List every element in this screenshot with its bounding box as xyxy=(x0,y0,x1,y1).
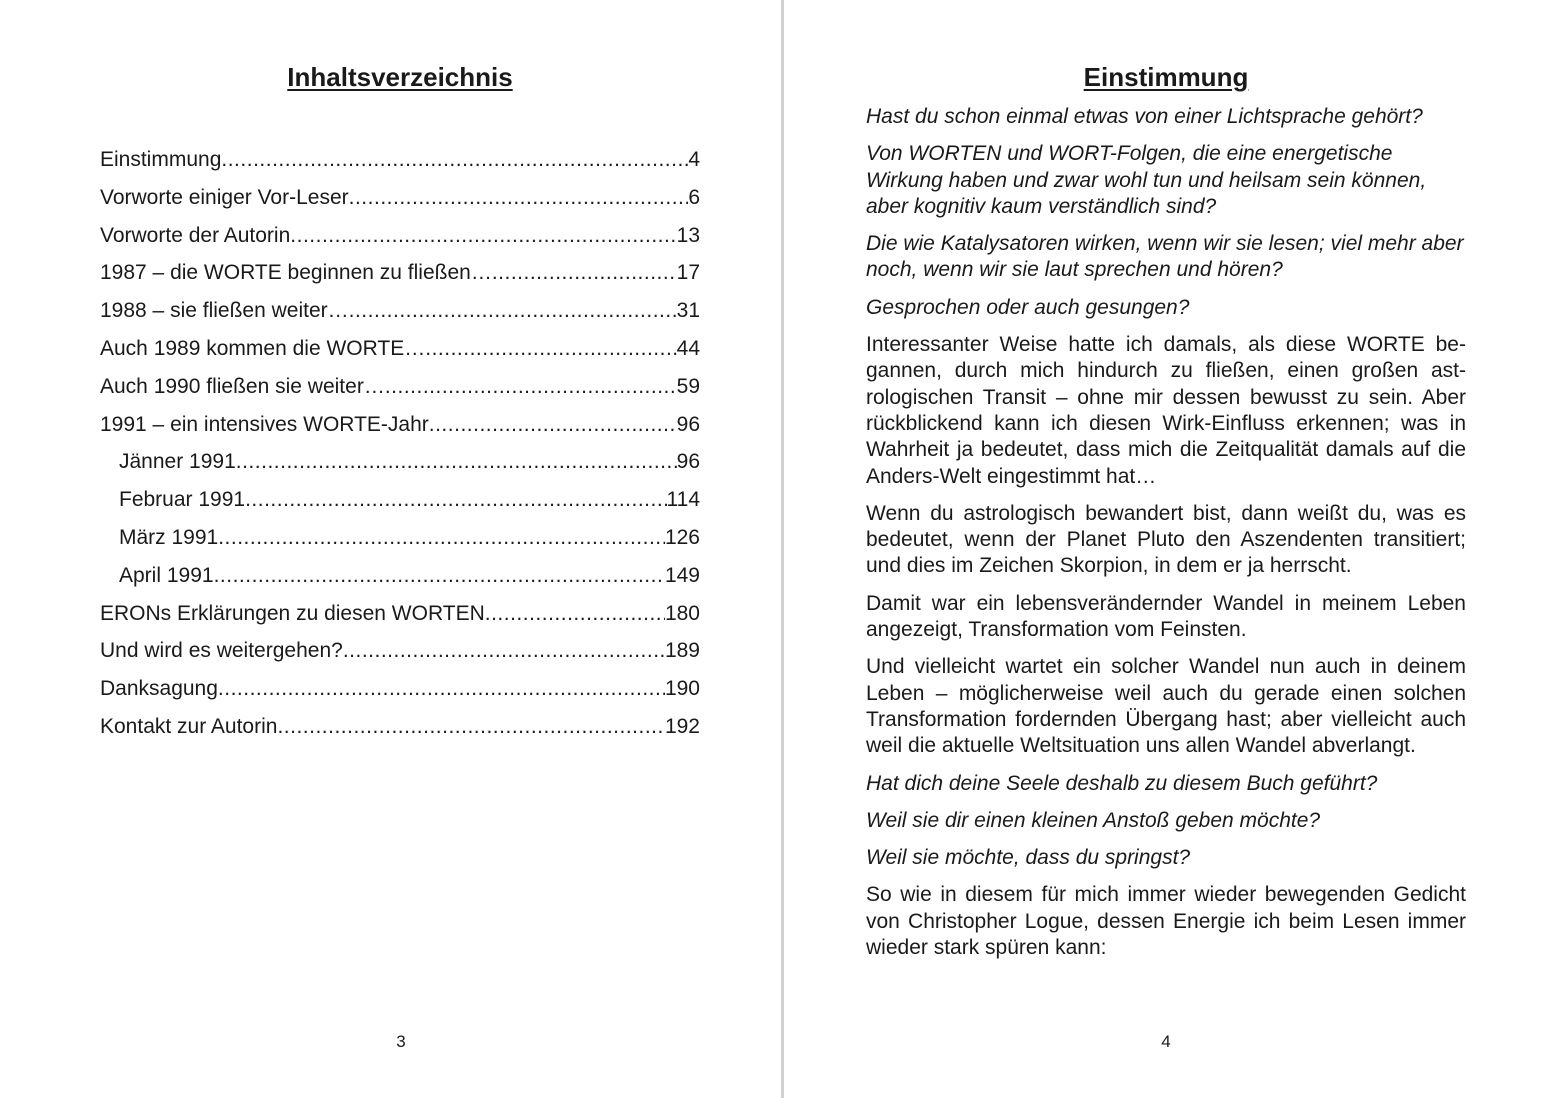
toc-entry-page: 44 xyxy=(676,336,700,360)
toc-dot-leader xyxy=(429,406,677,444)
toc-entry-title: Danksagung xyxy=(100,677,218,701)
toc-entry-title: Vorworte der Autorin xyxy=(100,223,291,247)
body-paragraph: Gesprochen oder auch gesungen? xyxy=(866,295,1190,319)
toc-entry-page: 6 xyxy=(688,185,700,209)
body-paragraph: Von WORTEN und WORT-Folgen, die eine energetische Wirkung haben und zwar wohl tun und heilsam sein können, aber kognitiv kaum verständlich sind? xyxy=(866,142,1427,218)
toc-entry[interactable] xyxy=(100,254,700,292)
toc-entry-title: 1987 – die WORTE beginnen zu fließen… xyxy=(100,261,492,285)
toc-entry-title: Kontakt zur Autorin xyxy=(100,714,278,738)
page-number-right: 4 xyxy=(1161,1032,1171,1051)
toc-entry-page: 31 xyxy=(676,299,700,323)
toc-entry-page: 96 xyxy=(676,450,700,474)
toc-entry[interactable] xyxy=(100,557,700,595)
toc-entry-page: 190 xyxy=(664,677,700,701)
toc-entry[interactable] xyxy=(100,595,700,633)
toc-entry-page: 114 xyxy=(666,488,700,512)
toc-entry-title: 1988 – sie fließen weiter… xyxy=(100,299,349,323)
toc-entry[interactable] xyxy=(100,632,700,670)
body-paragraph: Hat dich deine Seele deshalb zu diesem Buch geführt? xyxy=(866,771,1378,795)
toc-dot-leader xyxy=(236,443,677,481)
left-page xyxy=(0,0,781,1098)
chapter-body xyxy=(866,104,1466,972)
toc-dot-leader xyxy=(277,708,665,746)
toc-entry-page: 96 xyxy=(676,412,700,436)
toc-entry[interactable] xyxy=(100,141,700,179)
right-page xyxy=(784,0,1564,1098)
toc-entry-page: 180 xyxy=(664,601,700,625)
toc-entry[interactable] xyxy=(100,519,700,557)
toc-entry-title: ERONs Erklärungen zu diesen WORTEN xyxy=(100,601,485,625)
toc-entry-page: 13 xyxy=(676,223,700,247)
toc-entry[interactable] xyxy=(100,670,700,708)
toc-entry[interactable] xyxy=(100,443,700,481)
toc-dot-leader xyxy=(343,632,665,670)
toc-dot-leader xyxy=(349,292,677,330)
toc-entry-page: 189 xyxy=(664,639,700,663)
toc-entry-title: Vorworte einiger Vor-Leser xyxy=(100,185,349,209)
toc-entry-page: 17 xyxy=(676,261,700,285)
toc-dot-leader xyxy=(218,519,665,557)
toc-entry-title: Auch 1990 fließen sie weiter… xyxy=(100,374,385,398)
toc-entry-title: März 1991 xyxy=(119,525,219,549)
toc-entry-page: 59 xyxy=(676,374,700,398)
toc-entry-page: 192 xyxy=(664,714,700,738)
toc-entry-title: April 1991 xyxy=(119,563,214,587)
toc-entry[interactable] xyxy=(100,708,700,746)
toc-entry[interactable] xyxy=(100,179,700,217)
toc-dot-leader xyxy=(214,557,665,595)
toc-entry-title: Februar 1991 xyxy=(119,488,246,512)
toc-entry-title: Jänner 1991 xyxy=(119,450,236,474)
toc-entry[interactable] xyxy=(100,330,700,368)
toc-dot-leader xyxy=(290,217,676,255)
toc-dot-leader xyxy=(425,330,676,368)
body-paragraph: Weil sie dir einen kleinen Anstoß geben möchte? xyxy=(866,808,1321,832)
body-paragraph: Weil sie möchte, dass du springst? xyxy=(866,846,1191,870)
toc-entry-page: 126 xyxy=(664,525,700,549)
toc-entry-title: Einstimmung xyxy=(100,148,222,171)
body-paragraph: Die wie Katalysatoren wirken, wenn wir sie lesen; viel mehr aber noch, wenn wir sie laut sprechen und hören? xyxy=(866,232,1464,282)
body-paragraph: Und vielleicht wartet ein solcher Wandel nun auch in deinem Leben – möglicherweise weil auch du gerade einen solchen Transformation fordernden Übergang hast; aber vielleicht auch weil die aktuelle Weltsituation uns allen Wandel abverlangt. xyxy=(866,655,1466,758)
body-paragraph: Hast du schon einmal etwas von einer Lichtsprache gehört? xyxy=(866,105,1423,128)
toc-entry[interactable] xyxy=(100,481,700,519)
body-paragraph: Wenn du astrologisch bewandert bist, dann weißt du, was es bedeutet, wenn der Planet Pluto den Aszendenten transitiert; und dies im Zeichen Skorpion, in dem er ja herrscht. xyxy=(866,501,1466,578)
toc-entry[interactable] xyxy=(100,368,700,406)
toc-heading: Inhaltsverzeichnis xyxy=(287,62,513,92)
toc-entry[interactable] xyxy=(100,292,700,330)
toc-dot-leader xyxy=(492,254,677,292)
toc-dot-leader xyxy=(218,670,665,708)
body-paragraph: So wie in diesem für mich immer wieder bewegenden Gedicht von Christopher Logue, dessen Energie ich beim Lesen immer wieder stark spüren kann: xyxy=(866,883,1466,960)
body-paragraph: Damit war ein lebensverändernder Wandel in meinem Leben angezeigt, Transformation vom Feinsten. xyxy=(866,591,1466,642)
toc-entry-title: Und wird es weitergehen? xyxy=(100,639,343,663)
chapter-heading: Einstimmung xyxy=(1083,62,1249,92)
toc-entry-page: 149 xyxy=(664,563,700,587)
body-paragraph: Interessanter Weise hatte ich damals, als diese WORTE begannen, durch mich hindurch zu fließen, einen großen astrologischen Transit – ohne mir dessen bewusst zu sein. Aber rückblickend kann ich diesen Wirk-Einfluss erkennen; was in Wahrheit ja bedeutet, dass mich die Zeitqualität damals auf die Anders-Welt eingestimmt hat… xyxy=(866,333,1466,488)
toc-dot-leader xyxy=(221,141,688,179)
toc-dot-leader xyxy=(485,595,665,633)
table-of-contents xyxy=(100,141,700,746)
toc-entry[interactable] xyxy=(100,406,700,444)
toc-entry[interactable] xyxy=(100,217,700,255)
page-number-left: 3 xyxy=(396,1032,406,1051)
toc-dot-leader xyxy=(349,179,689,217)
toc-dot-leader xyxy=(385,368,677,406)
toc-dot-leader xyxy=(245,481,666,519)
toc-entry-title: 1991 – ein intensives WORTE-Jahr xyxy=(100,412,429,436)
toc-entry-title: Auch 1989 kommen die WORTE… xyxy=(100,336,426,360)
toc-entry-page: 4 xyxy=(688,148,700,171)
